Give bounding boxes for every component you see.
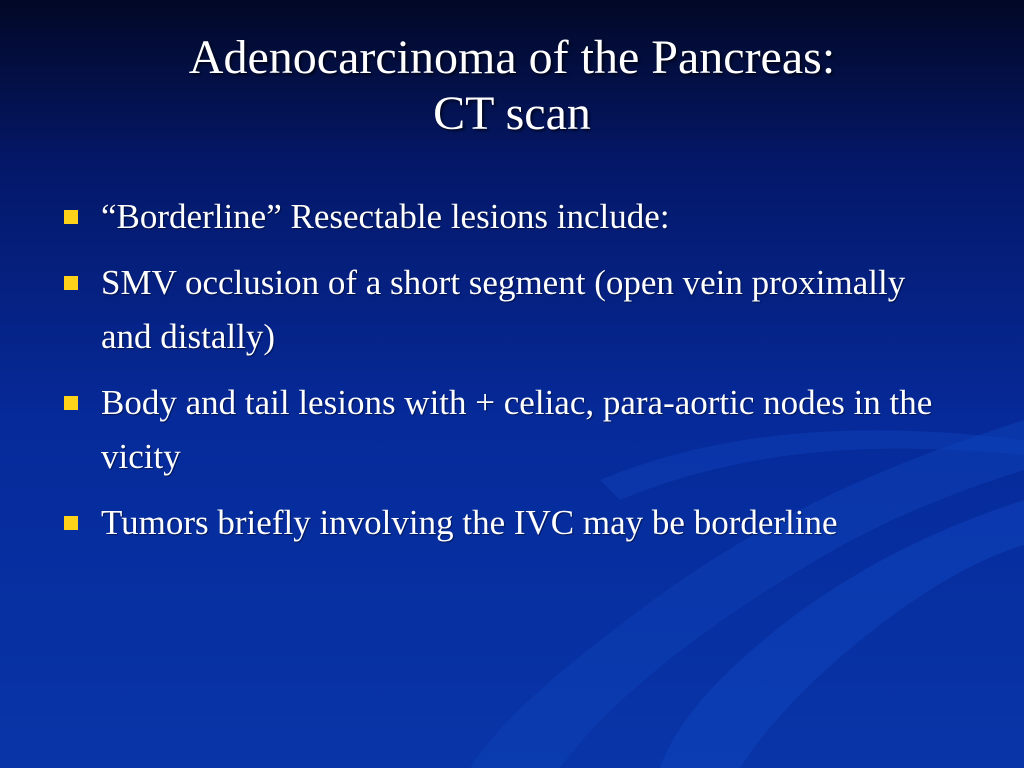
- slide-title: [0, 30, 1024, 142]
- square-bullet-icon: [64, 516, 78, 530]
- slide-title-line-1: Adenocarcinoma of the Pancreas:: [188, 31, 836, 84]
- square-bullet-icon: [64, 276, 78, 290]
- slide-title-line-2: CT scan: [433, 87, 591, 140]
- bullet-item: [64, 190, 964, 244]
- bullet-text: Tumors briefly involving the IVC may be borderline: [101, 503, 838, 542]
- bullet-item: [64, 496, 964, 550]
- square-bullet-icon: [64, 210, 78, 224]
- square-bullet-icon: [64, 396, 78, 410]
- bullet-text: SMV occlusion of a short segment (open vein proximally and distally): [101, 263, 906, 356]
- bullet-text: Body and tail lesions with + celiac, para-aortic nodes in the vicity: [101, 383, 933, 476]
- bullet-list: [64, 190, 964, 562]
- bullet-item: [64, 256, 964, 364]
- bullet-text: “Borderline” Resectable lesions include:: [101, 197, 670, 236]
- bullet-item: [64, 376, 964, 484]
